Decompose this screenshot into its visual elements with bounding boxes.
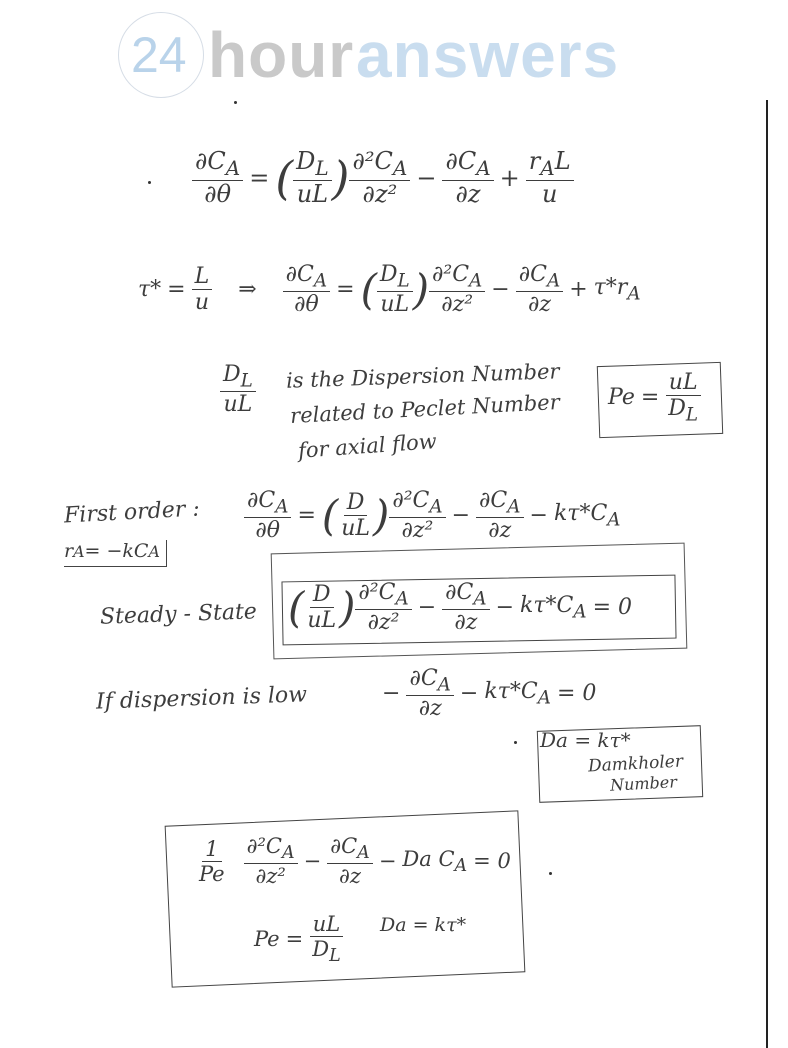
eq2-first-derivative: $\frac{\partial C_A}{\partial z}$ <box>516 262 563 318</box>
dispersion-note-line-3: for axial flow <box>297 429 438 463</box>
pen-dot <box>234 101 237 104</box>
final-equation: $\frac{1}{Pe}$ $\frac{\partial^2C_A}{\text{∂z²}}$ − $\frac{\partial C_A}{\partial z}$ − Da $C_A$ = 0 <box>199 834 511 889</box>
tau-symbol: τ* <box>138 277 162 303</box>
low-dispersion-equation: − $\frac{\partial C_A}{\partial z}$ − $k\tau*C_A$ = 0 <box>382 666 597 722</box>
watermark-word-hour: hour <box>208 19 355 91</box>
first-order-label: First order : <box>63 496 201 529</box>
steady-state-equation: ( $\frac{D}{uL}$ ) $\frac{\partial^2C_A}{\text{∂z²}}$ − $\frac{\partial C_A}{\partial z}$ − $k\tau*C_A$ = 0 <box>288 580 633 636</box>
tau-definition: $\frac{L}{u}$ <box>192 264 213 316</box>
eq2-dispersion-fraction: $\frac{D_L}{uL}$ <box>377 262 413 318</box>
first-order-equation: $\frac{\partial C_A}{\partial\theta}$ = ( $\frac{D}{uL}$ ) $\frac{\partial^2C_A}{\text{∂z²}}$ − $\frac{\partial C_A}{\partial z}$ − $k\tau*C_A$ <box>244 488 621 544</box>
peclet-definition: Pe = $\frac{uL}{D_L}$ <box>608 370 701 426</box>
page-edge-rule <box>766 100 768 1048</box>
damkohler-definition: Da = kτ* <box>540 728 631 752</box>
final-damkohler-definition: Da = kτ* <box>380 914 467 936</box>
eq1-second-derivative: $\frac{\partial^2C_A}{\text{∂z²}}$ <box>349 148 410 208</box>
eq2-rate-term: $\tau*r_A$ <box>593 275 641 305</box>
eq1-first-derivative: $\frac{\partial C_A}{\partial z}$ <box>442 148 493 208</box>
first-order-rate-law: r A = −kC A <box>64 540 167 567</box>
equation-1: $\frac{\partial C_A}{\partial\theta}$ = ( $\frac{D_L}{uL}$ ) $\frac{\partial^2C_A}{\text{∂z²}}$ − $\frac{\partial C_A}{\partial z}$ + $\frac{r_AL}{u}$ <box>192 148 574 208</box>
eq2-second-derivative: $\frac{\partial^2C_A}{\text{∂z²}}$ <box>429 262 485 318</box>
pen-dot <box>148 181 151 184</box>
eq1-dispersion-fraction: $\frac{D_L}{uL}$ <box>293 148 332 208</box>
final-peclet-definition: Pe = $\frac{uL}{D_L}$ <box>254 912 344 966</box>
dispersion-fraction: $\frac{D_L}{uL}$ <box>220 362 256 418</box>
dispersion-note-line-1: is the Dispersion Number <box>285 359 560 393</box>
watermark-number: 24 <box>131 27 187 83</box>
eq2-lhs-fraction: $\frac{\partial C_A}{\partial\theta}$ <box>283 262 330 318</box>
eq1-lhs-fraction: $\frac{\partial C_A}{\partial\theta}$ <box>192 148 243 208</box>
damkohler-name-line-2: Number <box>609 772 678 795</box>
watermark-word-answers: answers <box>356 19 620 91</box>
dispersion-note-line-2: related to Peclet Number <box>289 389 561 429</box>
eq1-rate-term: $\frac{r_AL}{u}$ <box>526 148 574 208</box>
pen-dot <box>549 872 552 875</box>
equation-2: τ* = $\frac{L}{u}$ ⇒ $\frac{\partial C_A}{\partial\theta}$ = ( $\frac{D_L}{uL}$ ) $\frac{\partial^2C_A}{\text{∂z²}}$ − $\frac{\partial C_A}{\partial z}$ + $\tau*r_A$ <box>138 262 641 318</box>
pen-dot <box>514 741 517 744</box>
implies-arrow: ⇒ <box>238 277 257 303</box>
steady-state-label: Steady - State <box>99 599 258 630</box>
damkohler-name-line-1: Damkholer <box>587 751 684 777</box>
low-dispersion-label: If dispersion is low <box>95 682 308 715</box>
